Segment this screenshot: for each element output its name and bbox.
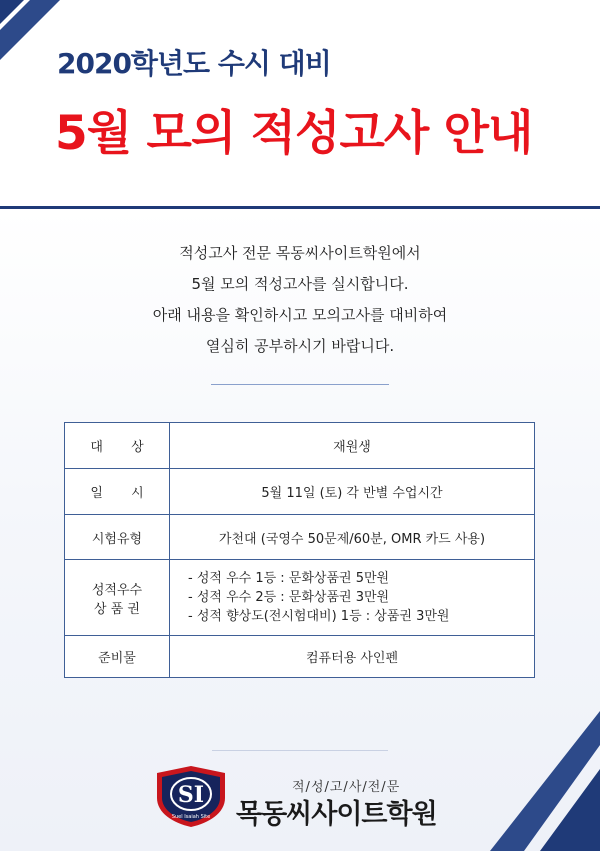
prize-item: - 성적 우수 2등 : 문화상품권 3만원 — [188, 590, 390, 605]
row-value-target: 재원생 — [170, 423, 535, 469]
row-value-prizes — [170, 560, 535, 636]
info-table — [64, 422, 535, 678]
academy-slogan: 적/성/고/사/전/문 — [292, 780, 401, 795]
intro-line: 열심히 공부하시기 바랍니다. — [205, 337, 395, 355]
page-title: 5월 모의 적성고사 안내 — [55, 106, 533, 161]
intro-line: 5월 모의 적성고사를 실시합니다. — [191, 275, 409, 293]
section-divider — [211, 384, 389, 385]
page-subtitle: 2020학년도 수시 대비 — [57, 47, 331, 80]
row-label-supplies: 준비물 — [65, 636, 170, 678]
table-row — [65, 636, 535, 678]
prize-label-line: 상 품 권 — [94, 601, 140, 617]
corner-decoration-bottom-right — [490, 711, 600, 851]
table-row — [65, 423, 535, 469]
prize-item: - 성적 향상도(전시험대비) 1등 : 상품권 3만원 — [188, 609, 450, 624]
row-value-supplies: 컴퓨터용 사인펜 — [170, 636, 535, 678]
row-label-prizes — [65, 560, 170, 636]
row-label-exam-type: 시험유형 — [65, 515, 170, 560]
logo-ring-text: Suel Isaiah Site — [171, 814, 211, 820]
academy-name: 목동씨사이트학원 — [236, 799, 437, 830]
table-row — [65, 560, 535, 636]
footer-rule — [212, 750, 388, 751]
table-row — [65, 515, 535, 560]
logo-mark: SI — [177, 782, 205, 808]
intro-paragraph — [0, 238, 600, 362]
table-row — [65, 469, 535, 515]
academy-logo-emblem — [151, 763, 231, 829]
intro-line: 적성고사 전문 목동씨사이트학원에서 — [179, 244, 421, 262]
row-label-date: 일 시 — [65, 469, 170, 515]
row-label-target: 대 상 — [65, 423, 170, 469]
row-value-date: 5월 11일 (토) 각 반별 수업시간 — [170, 469, 535, 515]
prize-label-line: 성적우수 — [91, 582, 143, 598]
intro-line: 아래 내용을 확인하시고 모의고사를 대비하여 — [152, 306, 448, 324]
header — [0, 0, 600, 210]
prize-item: - 성적 우수 1등 : 문화상품권 5만원 — [188, 571, 390, 586]
row-value-exam-type: 가천대 (국영수 50문제/60분, OMR 카드 사용) — [170, 515, 535, 560]
